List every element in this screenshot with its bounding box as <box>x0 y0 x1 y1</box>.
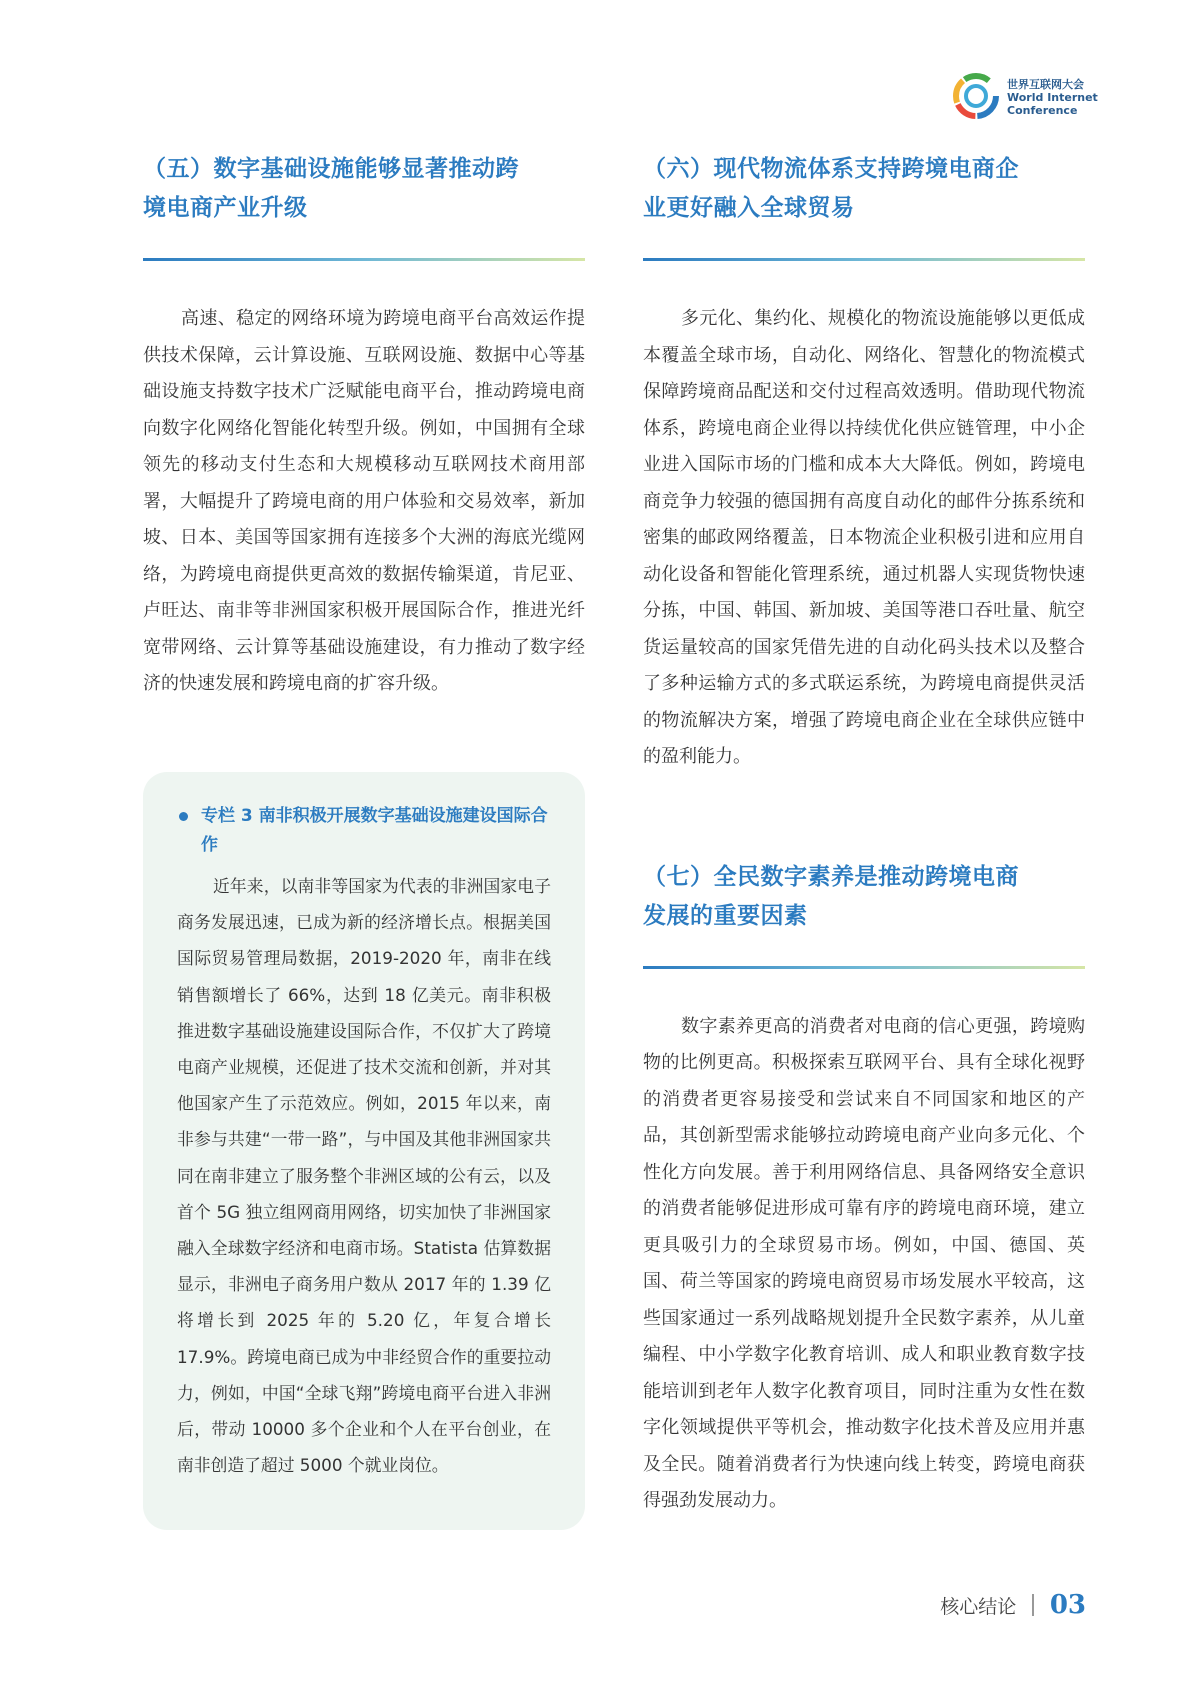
section-5-paragraph: 高速、稳定的网络环境为跨境电商平台高效运作提供技术保障，云计算设施、互联网设施、数据中心等基础设施支持数字技术广泛赋能电商平台，推动跨境电商向数字化网络化智能化转型升级。例如，中国拥有全球领先的移动支付生态和大规模移动互联网技术商用部署，大幅提升了跨境电商的用户体验和交易效率，新加坡、日本、美国等国家拥有连接多个大洲的海底光缆网络，为跨境电商提供更高效的数据传输渠道，肯尼亚、卢旺达、南非等非洲国家积极开展国际合作，推进光纤宽带网络、云计算等基础设施建设，有力推动了数字经济的快速发展和跨境电商的扩容升级。 <box>143 308 585 694</box>
bullet-dot-icon <box>179 812 188 821</box>
heading-line: 发展的重要因素 <box>643 902 808 929</box>
conference-logo <box>950 70 1098 132</box>
footer-separator <box>1032 1594 1034 1616</box>
page-number: 03 <box>1049 1590 1086 1620</box>
heading-line: （七）全民数字素养是推动跨境电商 <box>643 863 1019 890</box>
footer-section-label: 核心结论 <box>940 1595 1017 1618</box>
section-6-paragraph: 多元化、集约化、规模化的物流设施能够以更低成本覆盖全球市场，自动化、网络化、智慧化的物流模式保障跨境商品配送和交付过程高效透明。借助现代物流体系，跨境电商企业得以持续优化供应链管理，中小企业进入国际市场的门槛和成本大大降低。例如，跨境电商竞争力较强的德国拥有高度自动化的邮件分拣系统和密集的邮政网络覆盖，日本物流企业积极引进和应用自动化设备和智能化管理系统，通过机器人实现货物快速分拣，中国、韩国、新加坡、美国等港口吞吐量、航空货运量较高的国家凭借先进的自动化码头技术以及整合了多种运输方式的多式联运系统，为跨境电商提供灵活的物流解决方案，增强了跨境电商企业在全球供应链中的盈利能力。 <box>643 308 1085 767</box>
heading-divider <box>643 966 1085 969</box>
right-column <box>643 150 1085 1520</box>
heading-line: （六）现代物流体系支持跨境电商企 <box>643 156 1019 182</box>
section-5-heading <box>143 150 585 228</box>
heading-divider <box>143 258 585 261</box>
box-paragraph: 近年来，以南非等国家为代表的非洲国家电子商务发展迅速，已成为新的经济增长点。根据美国国际贸易管理局数据，2019-2020 年，南非在线销售额增长了 66%，达到 18 亿美元。南非积极推进数字基础设施建设国际合作，不仅扩大了跨境电商产业规模，还促进了技术交流和创新，并对其他国家产生了示范效应。例如，2015 年以来，南非参与共建“一带一路”，与中国及其他非洲国家共同在南非建立了服务整个非洲区域的公有云，以及首个 5G 独立组网商用网络，切实加快了非洲国家融入全球数字经济和电商市场。Statista 估算数据显示，非洲电子商务用户数从 2017 年的 1.39 亿将增长到 2025 年的 5.20 亿，年复合增长 17.9%。跨境电商已成为中非经贸合作的重要拉动力，例如，中国“全球飞翔”跨境电商平台进入非洲后，带动 10000 多个企业和个人在平台创业，在南非创造了超过 5000 个就业岗位。 <box>177 876 551 1476</box>
box-title <box>177 802 551 860</box>
heading-line: （五）数字基础设施能够显著推动跨 <box>143 156 519 182</box>
heading-line: 业更好融入全球贸易 <box>643 195 855 221</box>
column-box-3 <box>143 772 585 1530</box>
left-column <box>143 150 585 703</box>
world-internet-conference-emblem-icon <box>950 70 1002 122</box>
heading-divider <box>643 258 1085 261</box>
logo-text <box>1007 78 1098 117</box>
logo-line-english-2: Conference <box>1007 104 1078 117</box>
logo-line-chinese: 世界互联网大会 <box>1007 78 1084 91</box>
section-7-heading <box>643 858 1085 936</box>
heading-line: 境电商产业升级 <box>143 195 308 221</box>
page-footer <box>940 1590 1086 1620</box>
section-7-paragraph: 数字素养更高的消费者对电商的信心更强，跨境购物的比例更高。积极探索互联网平台、具有全球化视野的消费者更容易接受和尝试来自不同国家和地区的产品，其创新型需求能够拉动跨境电商产业向多元化、个性化方向发展。善于利用网络信息、具备网络安全意识的消费者能够促进形成可靠有序的跨境电商环境，建立更具吸引力的全球贸易市场。例如，中国、德国、英国、荷兰等国家的跨境电商贸易市场发展水平较高，这些国家通过一系列战略规划提升全民数字素养，从儿童编程、中小学数字化教育培训、成人和职业教育数字技能培训到老年人数字化教育项目，同时注重为女性在数字化领域提供平等机会，推动数字化技术普及应用并惠及全民。随着消费者行为快速向线上转变，跨境电商获得强劲发展动力。 <box>643 1015 1085 1511</box>
box-title-text: 专栏 3 南非积极开展数字基础设施建设国际合作 <box>201 806 548 855</box>
section-6-heading <box>643 150 1085 228</box>
logo-line-english-1: World Internet <box>1007 91 1098 104</box>
